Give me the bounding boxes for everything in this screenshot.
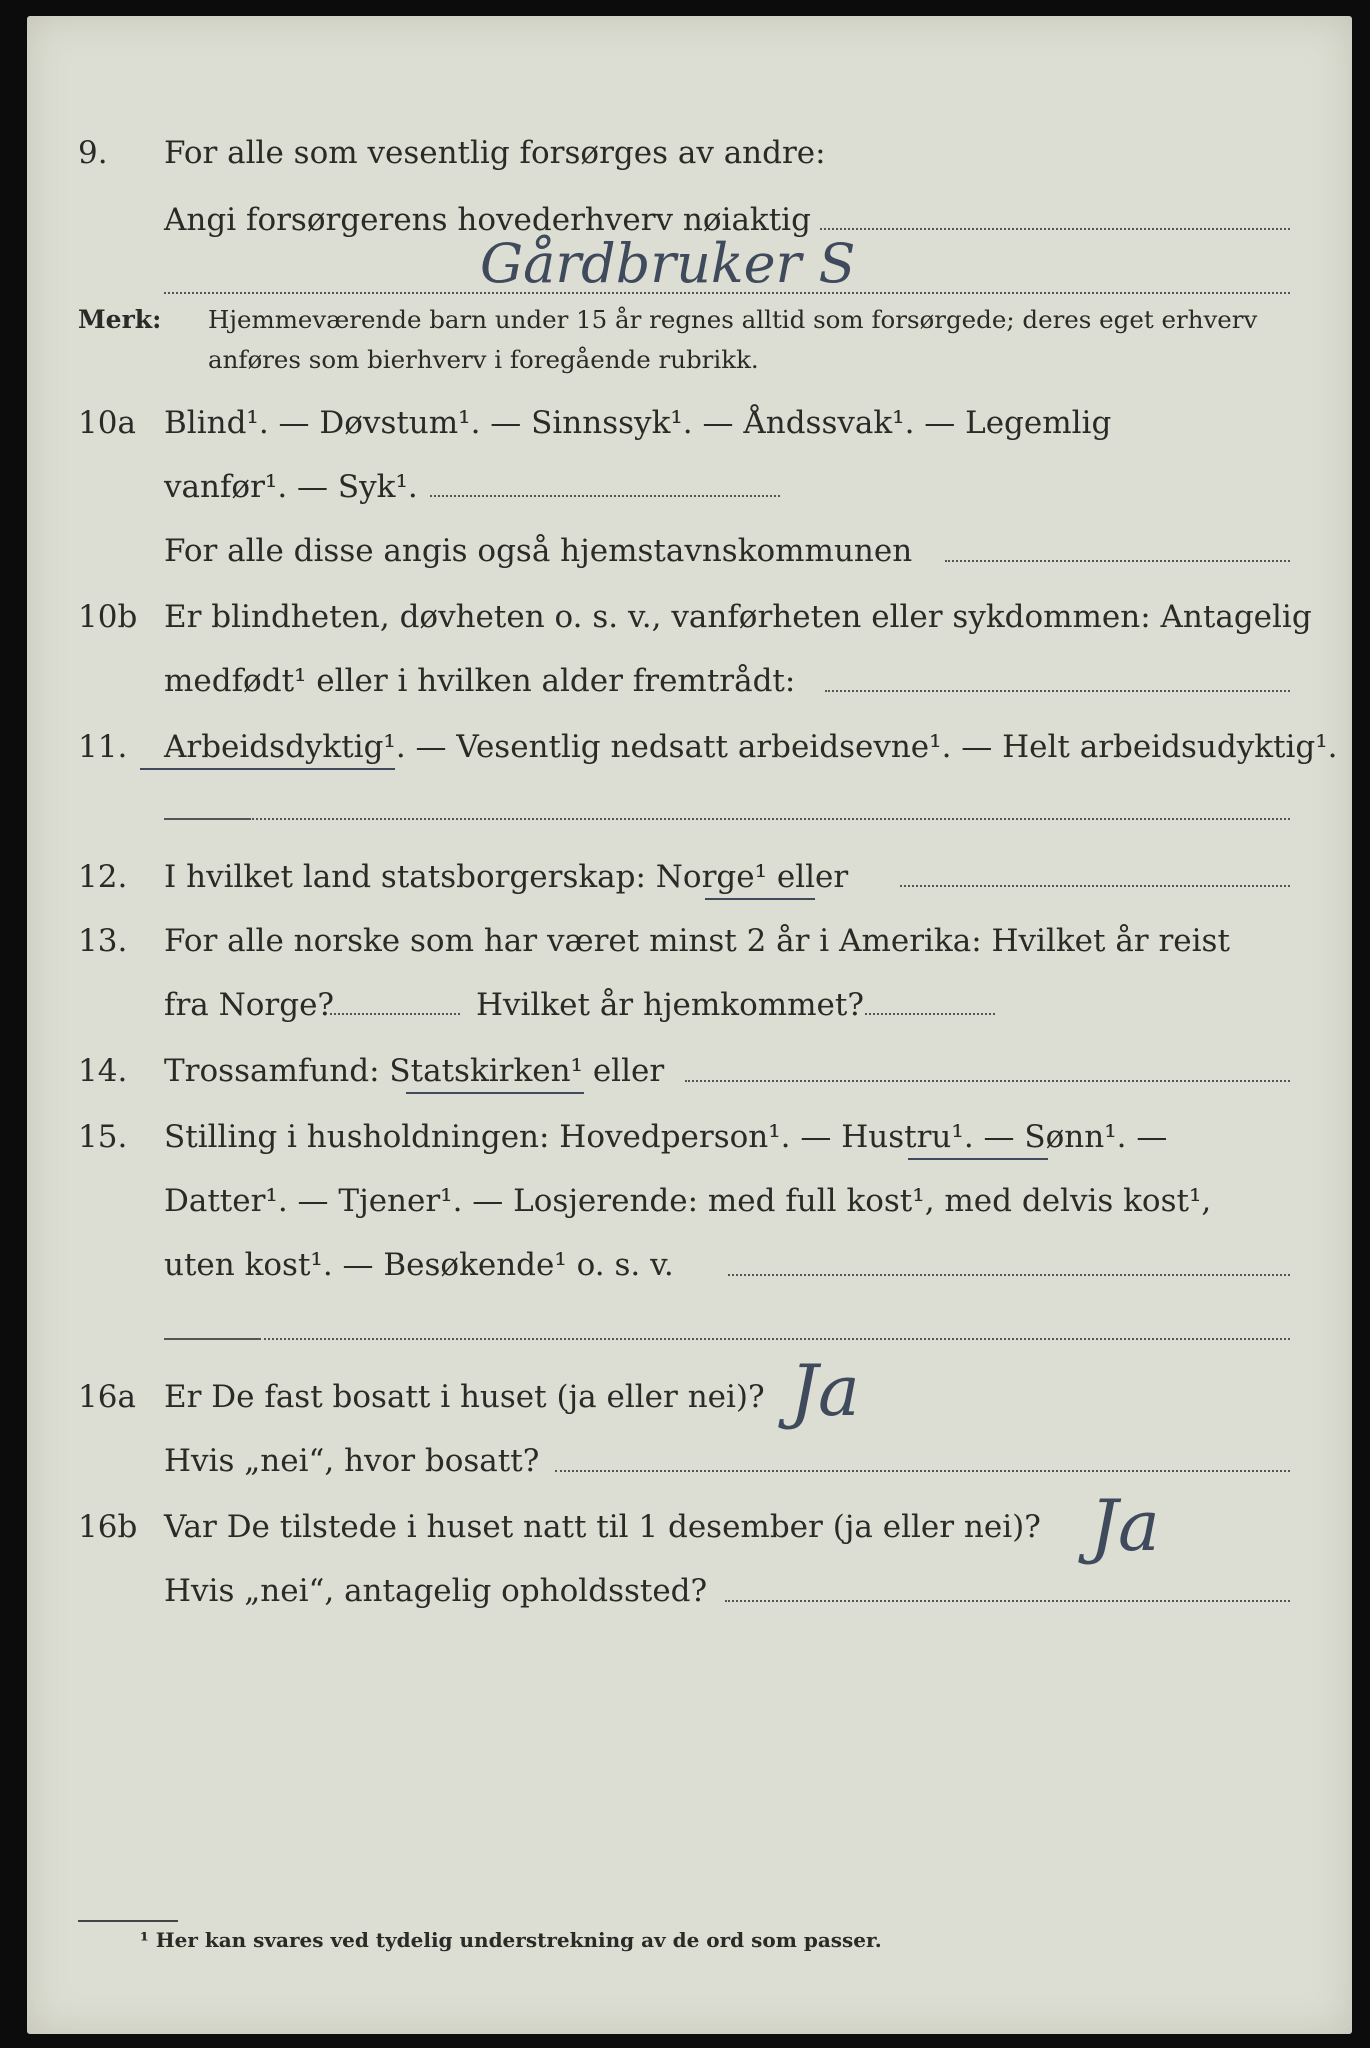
q11-answer-rule [164, 818, 249, 820]
q13-reist-dots [330, 1013, 460, 1015]
q15-question-cont: Datter¹. — Tjener¹. — Losjerende: med full kost¹, med delvis kost¹, [164, 1183, 1212, 1219]
q16b-line2 [0, 1566, 1370, 1616]
q12-question: I hvilket land statsborgerskap: Norge¹ eller [164, 859, 849, 895]
q12-handwritten-underline [705, 898, 815, 900]
q11-line1 [0, 722, 1370, 772]
q9-line1 [0, 128, 1370, 178]
q12-number: 12. [78, 859, 128, 895]
q16a-line1 [0, 1372, 1370, 1422]
q15-line3 [0, 1240, 1370, 1290]
merk-text-cont: anføres som bierhverv i foregående rubrikk. [208, 345, 759, 374]
q16b-dots [725, 1600, 1290, 1602]
q16b-line1 [0, 1502, 1370, 1552]
q10a-question-cont: vanfør¹. — Syk¹. [164, 469, 418, 505]
q13-hjemkommet-dots [865, 1013, 995, 1015]
q10b-number: 10b [78, 599, 138, 635]
q16b-question-cont: Hvis „nei“, antagelig opholdssted? [164, 1573, 708, 1609]
q11-number: 11. [78, 729, 128, 765]
q9-number: 9. [78, 135, 108, 171]
q16b-number: 16b [78, 1509, 138, 1545]
q11-question: Arbeidsdyktig¹. — Vesentlig nedsatt arbeidsevne¹. — Helt arbeidsudyktig¹. [164, 729, 1338, 765]
q9-question: For alle som vesentlig forsørges av andre: [164, 135, 826, 171]
q14-number: 14. [78, 1053, 128, 1089]
merk-label: Merk: [78, 305, 162, 334]
q10b-dots [825, 690, 1290, 692]
q12-line1 [0, 852, 1370, 902]
q12-dots [900, 885, 1290, 887]
footnote-rule [78, 1920, 178, 1922]
q13-line2 [0, 980, 1370, 1030]
q14-handwritten-underline [406, 1092, 584, 1094]
q14-dots [685, 1080, 1290, 1082]
q13-hjemkommet: Hvilket år hjemkommet? [476, 987, 864, 1023]
q16a-question: Er De fast bosatt i huset (ja eller nei)? [164, 1379, 765, 1415]
q10b-question: Er blindheten, døvheten o. s. v., vanførheten eller sykdommen: Antagelig [164, 599, 1312, 635]
q14-question: Trossamfund: Statskirken¹ eller [164, 1053, 665, 1089]
q15-answer-dots [259, 1338, 1290, 1340]
q10a-number: 10a [78, 405, 136, 441]
q10a-line3 [0, 526, 1370, 576]
q15-answer-rule [164, 1338, 259, 1340]
q10a-hjemstavn-dots [945, 560, 1290, 562]
q13-reist: fra Norge? [164, 987, 335, 1023]
q16a-handwritten-answer: Ja [790, 1350, 860, 1432]
q13-question: For alle norske som har været minst 2 år i Amerika: Hvilket år reist [164, 923, 1230, 959]
q15-number: 15. [78, 1119, 128, 1155]
q10a-hjemstavn: For alle disse angis også hjemstavnskommunen [164, 533, 913, 569]
q10a-line1 [0, 398, 1370, 448]
merk-line2 [0, 340, 1370, 380]
q15-handwritten-underline [908, 1158, 1048, 1160]
q14-line1 [0, 1046, 1370, 1096]
q9-handwritten-answer: Gårdbruker S [480, 232, 856, 295]
footnote: ¹ Her kan svares ved tydelig understrekning av de ord som passer. [140, 1928, 882, 1952]
q10a-question: Blind¹. — Døvstum¹. — Sinnssyk¹. — Åndssvak¹. — Legemlig [164, 405, 1112, 441]
q15-line2 [0, 1176, 1370, 1226]
q10a-syk-dots [430, 495, 780, 497]
q9-answer-dots [820, 228, 1290, 230]
merk-line1 [0, 300, 1370, 340]
q9-answer-line [164, 292, 1290, 294]
q13-number: 13. [78, 923, 128, 959]
q13-line1 [0, 916, 1370, 966]
q11-handwritten-underline [140, 768, 395, 770]
q15-line1 [0, 1112, 1370, 1162]
q16a-number: 16a [78, 1379, 136, 1415]
merk-text: Hjemmeværende barn under 15 år regnes alltid som forsørgede; deres eget erhverv [208, 305, 1258, 334]
q15-question-cont2: uten kost¹. — Besøkende¹ o. s. v. [164, 1247, 674, 1283]
q10b-line2 [0, 656, 1370, 706]
q10a-line2 [0, 462, 1370, 512]
q16a-dots [555, 1470, 1290, 1472]
q16a-line2 [0, 1436, 1370, 1486]
q10b-question-cont: medfødt¹ eller i hvilken alder fremtrådt: [164, 663, 796, 699]
q16a-question-cont: Hvis „nei“, hvor bosatt? [164, 1443, 540, 1479]
q15-question: Stilling i husholdningen: Hovedperson¹. — Hustru¹. — Sønn¹. — [164, 1119, 1168, 1155]
q15-dots [728, 1274, 1290, 1276]
q16b-question: Var De tilstede i huset natt til 1 desember (ja eller nei)? [164, 1509, 1041, 1545]
q11-answer-dots [249, 818, 1290, 820]
q9-question-cont: Angi forsørgerens hovederhverv nøiaktig [164, 202, 811, 238]
q10b-line1 [0, 592, 1370, 642]
q16b-handwritten-answer: Ja [1090, 1485, 1160, 1567]
